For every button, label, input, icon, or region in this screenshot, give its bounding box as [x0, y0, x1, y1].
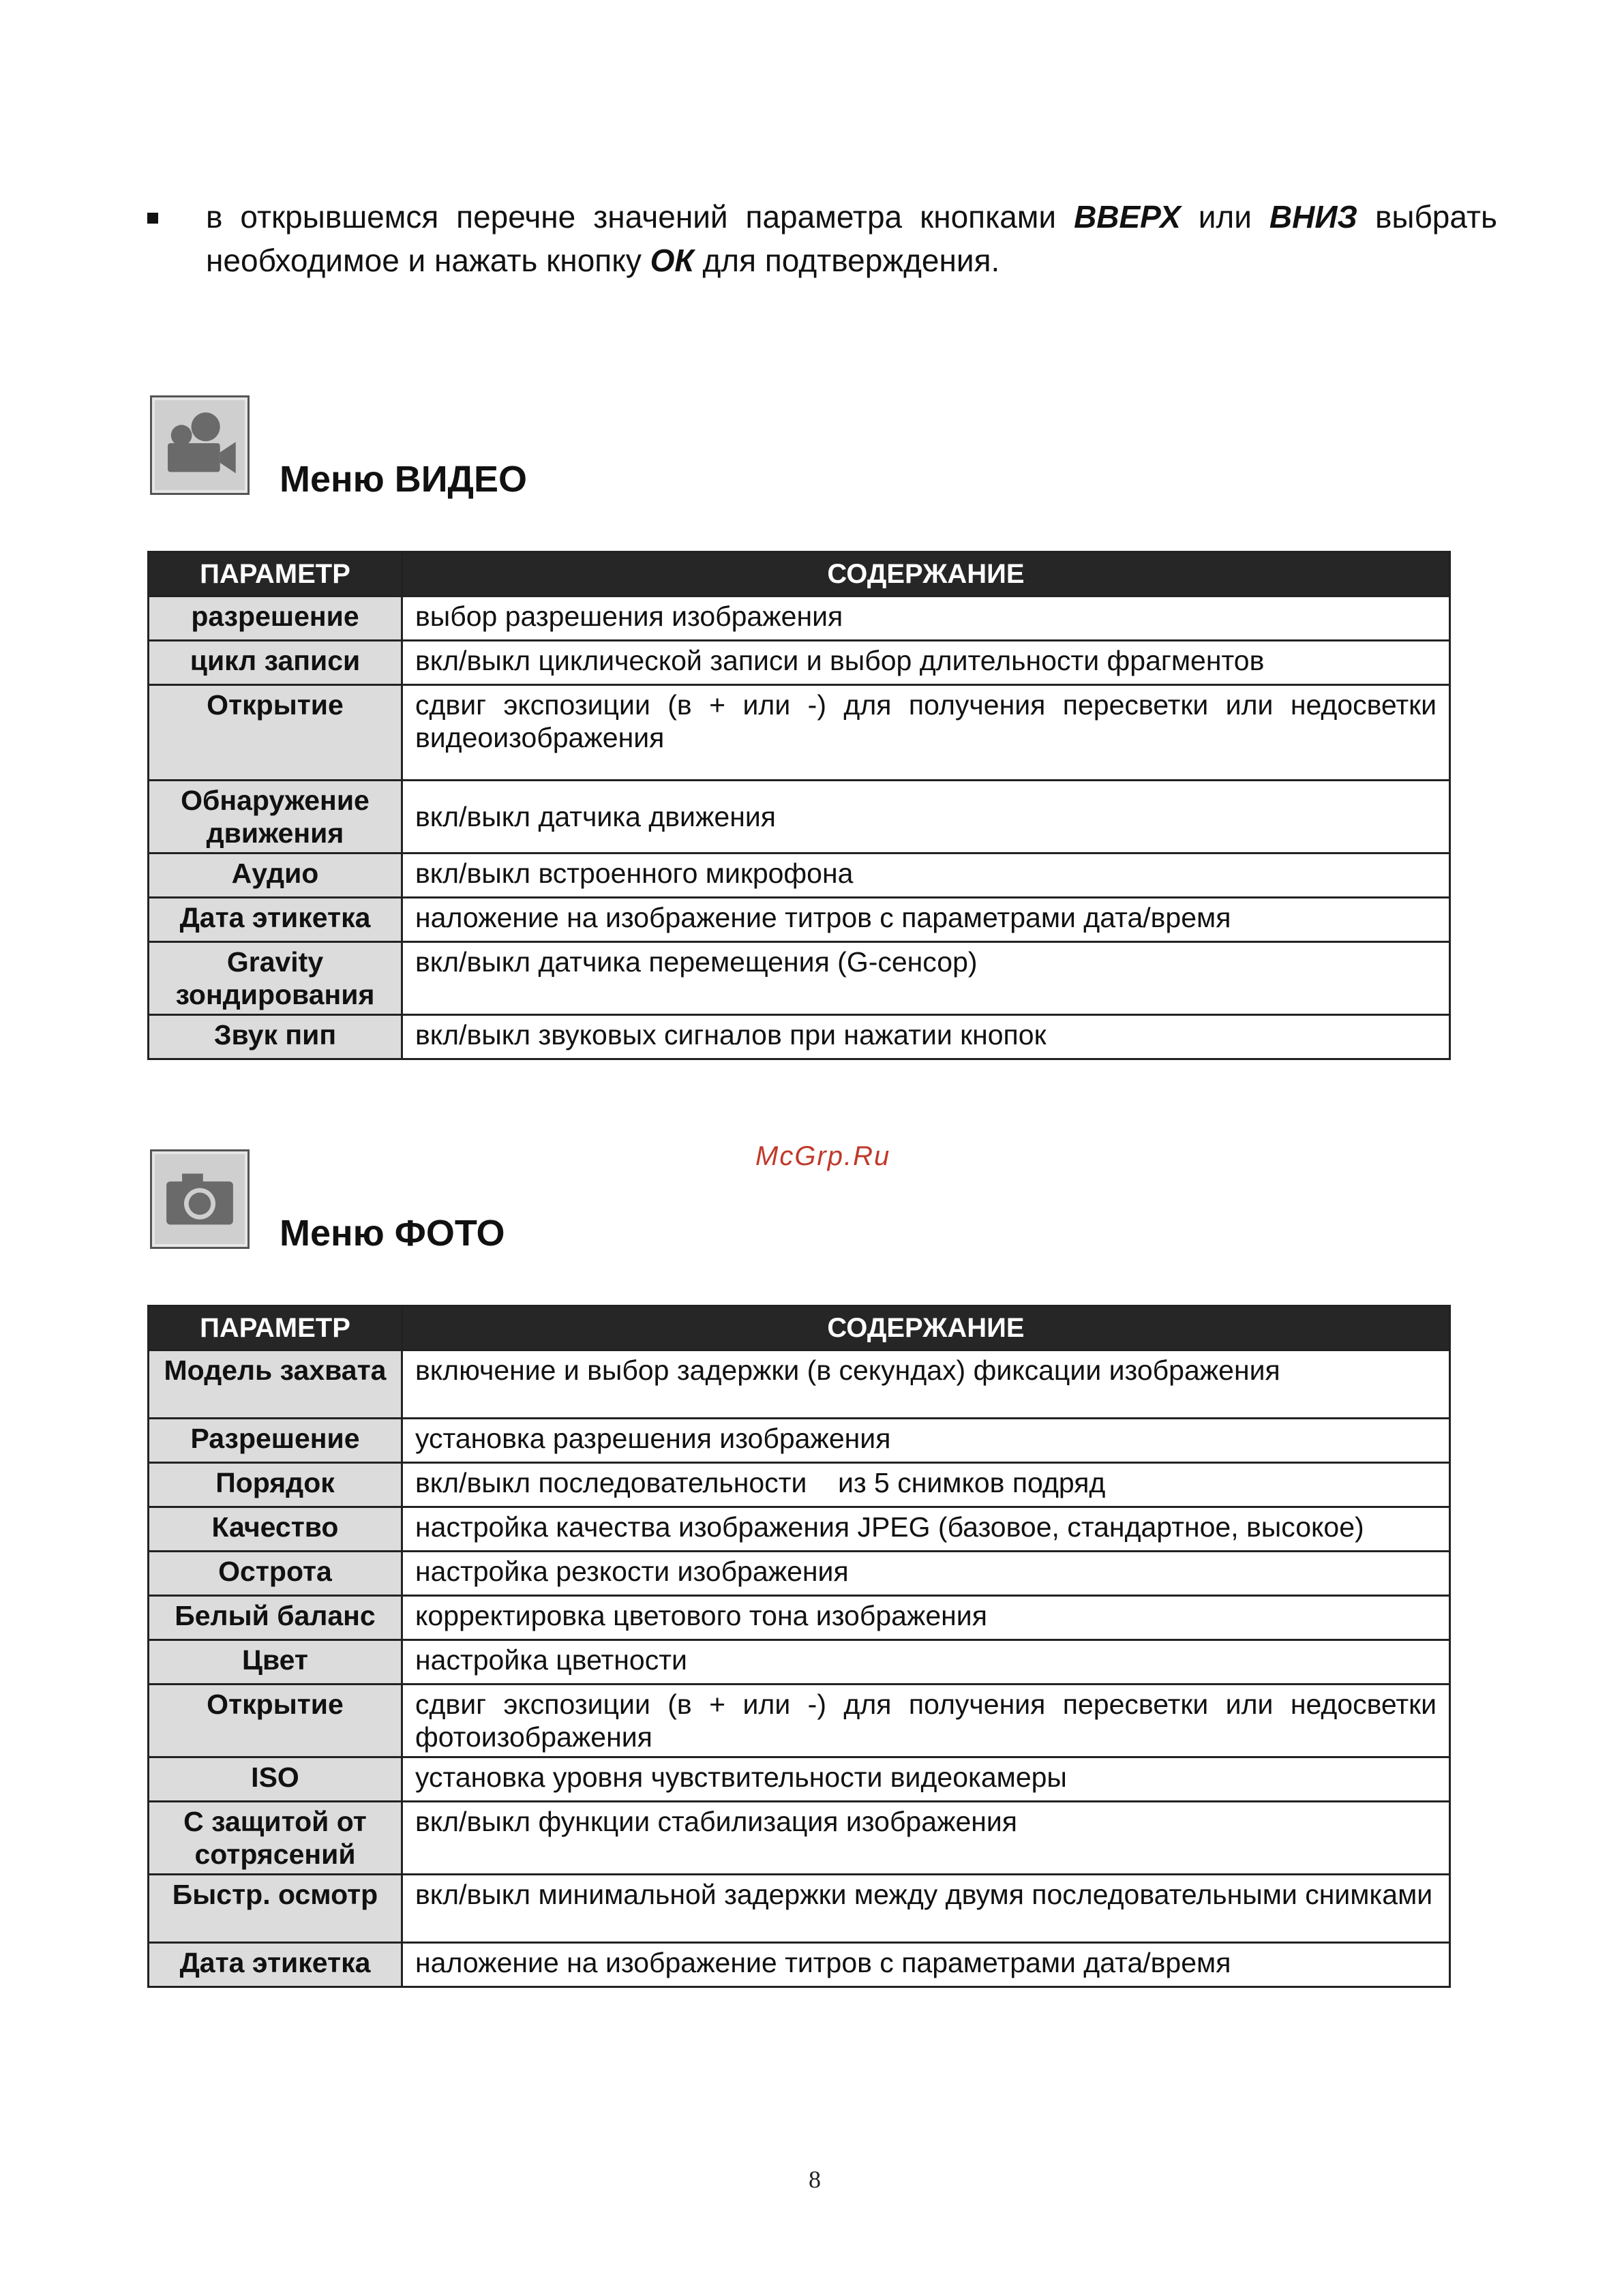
table-row [149, 641, 1450, 685]
desc-cell: вкл/выкл последовательности из 5 снимков подряд [402, 1463, 1450, 1507]
desc-cell: наложение на изображение титров с параметрами дата/время [402, 1943, 1450, 1987]
table-row [149, 1463, 1450, 1507]
desc-cell: настройка цветности [402, 1640, 1450, 1685]
param-cell: разрешение [149, 596, 402, 641]
desc-cell: наложение на изображение титров с параметрами дата/время [402, 898, 1450, 942]
column-header-parameter: ПАРАМЕТР [149, 1306, 402, 1350]
param-cell: Разрешение [149, 1419, 402, 1463]
desc-cell: корректировка цветового тона изображения [402, 1596, 1450, 1640]
param-cell: С защитой от сотрясений [149, 1802, 402, 1875]
table-row [149, 596, 1450, 641]
desc-cell: выбор разрешения изображения [402, 596, 1450, 641]
table-row [149, 1875, 1450, 1943]
intro-text [206, 195, 1497, 282]
desc-cell: сдвиг экспозиции (в + или -) для получения пересветки или недосветки фотоизображения [402, 1685, 1450, 1757]
param-cell: Звук пип [149, 1015, 402, 1059]
param-cell: Быстр. осмотр [149, 1875, 402, 1943]
param-cell: Дата этикетка [149, 898, 402, 942]
video-camera-icon [150, 395, 250, 495]
desc-cell: настройка резкости изображения [402, 1552, 1450, 1596]
desc-cell: вкл/выкл функции стабилизация изображения [402, 1802, 1450, 1875]
param-cell: Обнаружение движения [149, 781, 402, 854]
table-row [149, 898, 1450, 942]
table-row [149, 685, 1450, 781]
button-name-ok: ОК [650, 243, 694, 278]
intro-text-part: выбрать необходимое и нажать кнопку [206, 199, 1497, 278]
param-cell: Качество [149, 1507, 402, 1552]
video-menu-title: Меню ВИДЕО [280, 459, 528, 500]
desc-cell: установка уровня чувствительности видеокамеры [402, 1757, 1450, 1802]
param-cell: Открытие [149, 1685, 402, 1757]
watermark: McGrp.Ru [755, 1141, 891, 1171]
table-row [149, 1802, 1450, 1875]
table-row [149, 1552, 1450, 1596]
column-header-parameter: ПАРАМЕТР [149, 552, 402, 596]
desc-cell: вкл/выкл циклической записи и выбор длительности фрагментов [402, 641, 1450, 685]
column-header-content: СОДЕРЖАНИЕ [402, 552, 1450, 596]
param-cell: Gravity зондирования [149, 942, 402, 1015]
table-row [149, 1943, 1450, 1987]
desc-cell: вкл/выкл датчика перемещения (G-сенсор) [402, 942, 1450, 1015]
desc-cell: вкл/выкл звуковых сигналов при нажатии кнопок [402, 1015, 1450, 1059]
table-row [149, 1350, 1450, 1419]
table-row [149, 1507, 1450, 1552]
intro-text-part: или [1180, 199, 1269, 235]
param-cell: ISO [149, 1757, 402, 1802]
table-row [149, 1640, 1450, 1685]
table-row [149, 1596, 1450, 1640]
param-cell: Белый баланс [149, 1596, 402, 1640]
photo-menu-table [147, 1305, 1451, 1988]
desc-cell: настройка качества изображения JPEG (базовое, стандартное, высокое) [402, 1507, 1450, 1552]
param-cell: цикл записи [149, 641, 402, 685]
table-row [149, 1685, 1450, 1757]
table-row [149, 942, 1450, 1015]
button-name-up: ВВЕРХ [1074, 199, 1181, 235]
column-header-content: СОДЕРЖАНИЕ [402, 1306, 1450, 1350]
photo-menu-title: Меню ФОТО [280, 1213, 505, 1254]
table-row [149, 854, 1450, 898]
desc-cell: вкл/выкл датчика движения [402, 781, 1450, 854]
param-cell: Острота [149, 1552, 402, 1596]
table-row [149, 1419, 1450, 1463]
param-cell: Модель захвата [149, 1350, 402, 1419]
param-cell: Цвет [149, 1640, 402, 1685]
button-name-down: ВНИЗ [1269, 199, 1357, 235]
table-header-row [149, 552, 1450, 596]
desc-cell: вкл/выкл встроенного микрофона [402, 854, 1450, 898]
intro-text-part: для подтверждения. [693, 243, 1000, 278]
intro-text-part: в открывшемся перечне значений параметра кнопками [206, 199, 1074, 235]
desc-cell: установка разрешения изображения [402, 1419, 1450, 1463]
page-number: 8 [809, 2166, 821, 2193]
desc-cell: сдвиг экспозиции (в + или -) для получения пересветки или недосветки видеоизображения [402, 685, 1450, 781]
param-cell: Дата этикетка [149, 1943, 402, 1987]
param-cell: Открытие [149, 685, 402, 781]
desc-cell: включение и выбор задержки (в секундах) фиксации изображения [402, 1350, 1450, 1419]
table-row [149, 781, 1450, 854]
param-cell: Аудио [149, 854, 402, 898]
photo-camera-icon [150, 1149, 250, 1249]
table-row [149, 1015, 1450, 1059]
desc-cell: вкл/выкл минимальной задержки между двумя последовательными снимками [402, 1875, 1450, 1943]
table-row [149, 1757, 1450, 1802]
intro-bullet [147, 195, 1497, 282]
bullet-square-icon [147, 213, 158, 224]
param-cell: Порядок [149, 1463, 402, 1507]
video-menu-table [147, 551, 1451, 1060]
table-header-row [149, 1306, 1450, 1350]
